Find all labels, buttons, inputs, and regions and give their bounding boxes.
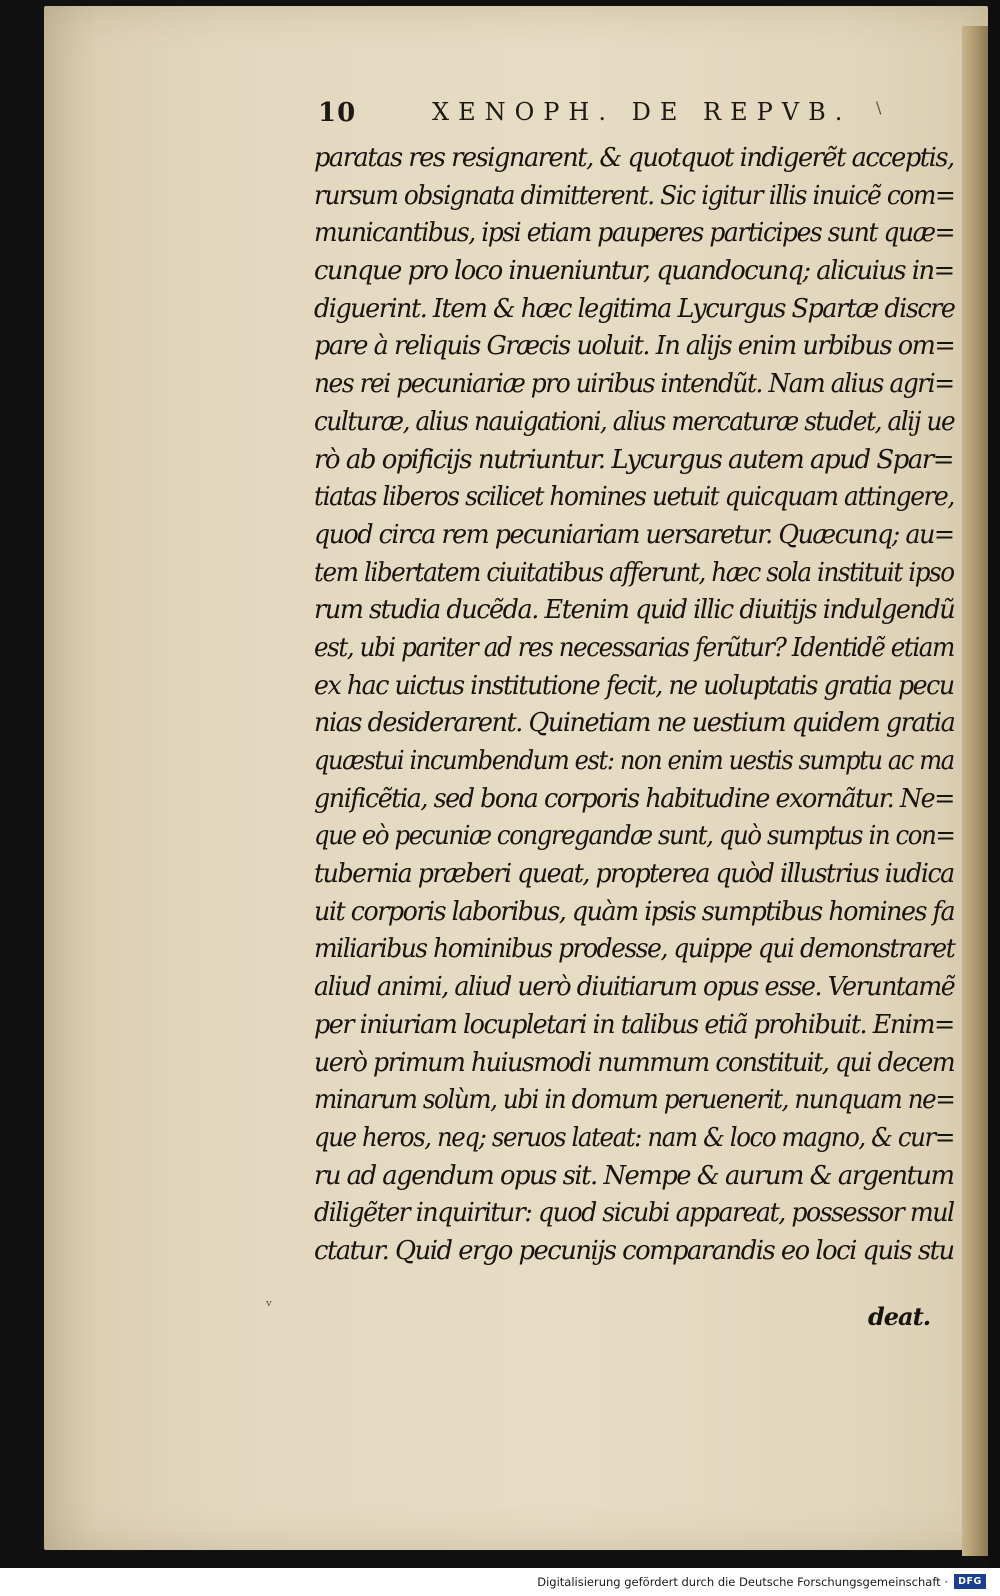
margin-mark: ᵛ xyxy=(266,1296,272,1315)
text-line: est, ubi pariter ad res necessarias ferũtur? Identidẽ etiam xyxy=(314,632,954,663)
text-line: culturæ, alius nauigationi, alius mercaturæ studet, alij ue xyxy=(314,406,955,437)
text-line: ctatur. Quid ergo pecunijs comparandis eo loci quis stu xyxy=(314,1235,954,1266)
text-line: miliaribus hominibus prodesse, quippe qui demonstraret xyxy=(314,934,955,965)
text-line: que eò pecuniæ congregandæ sunt, quò sumptus in con= xyxy=(314,821,955,852)
text-line: rum studia ducẽda. Etenim quid illic diuitijs indulgendũ xyxy=(314,595,955,626)
page-number: 10 xyxy=(318,98,357,128)
text-line: ru ad agendum opus sit. Nempe & aurum & argentum xyxy=(314,1160,954,1191)
text-line: tiatas liberos scilicet homines uetuit quicquam attingere, xyxy=(314,482,954,513)
text-line: tubernia præberi queat, propterea quòd illustrius iudica xyxy=(314,859,954,890)
text-line: paratas res resignarent, & quotquot indigerẽt acceptis, xyxy=(314,143,954,173)
dfg-logo[interactable]: DFG xyxy=(954,1574,986,1589)
margin-mark: \ xyxy=(876,98,882,117)
text-line: quod circa rem pecuniariam uersaretur. Quæcunq; au= xyxy=(314,519,954,550)
text-line: aliud animi, aliud uerò diuitiarum opus esse. Veruntamẽ xyxy=(314,972,955,1003)
text-line: ex hac uictus institutione fecit, ne uoluptatis gratia pecu xyxy=(314,670,954,701)
text-line: minarum solùm, ubi in domum peruenerit, nunquam ne= xyxy=(314,1085,955,1116)
text-line: uerò primum huiusmodi nummum constituit, qui decem xyxy=(314,1047,955,1078)
text-line: tem libertatem ciuitatibus afferunt, hæc sola instituit ipso xyxy=(314,557,954,588)
text-line: cunque pro loco inueniuntur, quandocunq; alicuius in= xyxy=(314,256,954,287)
running-head: XENOPH. DE REPVB. xyxy=(432,98,852,126)
scan-right-border xyxy=(988,0,1000,1568)
text-line: diligẽter inquiritur: quod sicubi appareat, possessor mul xyxy=(314,1198,954,1229)
page-header xyxy=(318,94,918,138)
catchword: deat. xyxy=(868,1302,931,1331)
text-line: nias desiderarent. Quinetiam ne uestium quidem gratia xyxy=(314,708,955,739)
text-line: uit corporis laboribus, quàm ipsis sumptibus homines fa xyxy=(314,896,955,927)
text-line: pare à reliquis Græcis uoluit. In alijs enim urbibus om= xyxy=(314,331,955,362)
footer-bar xyxy=(0,1568,1000,1596)
text-line: per iniuriam locupletari in talibus etiã prohibuit. Enim= xyxy=(314,1009,954,1040)
text-line: gnificẽtia, sed bona corporis habitudine exornãtur. Ne= xyxy=(314,783,954,814)
text-line: diguerint. Item & hæc legitima Lycurgus Spartæ discre xyxy=(314,293,955,324)
text-line: rursum obsignata dimitterent. Sic igitur illis inuicẽ com= xyxy=(314,180,955,211)
text-line: municantibus, ipsi etiam pauperes participes sunt quæ= xyxy=(314,218,955,249)
body-text xyxy=(314,140,954,1271)
page-edge xyxy=(962,26,988,1556)
text-line: quæstui incumbendum est: non enim uestis sumptu ac ma xyxy=(314,746,954,776)
funding-credit: Digitalisierung gefördert durch die Deutsche Forschungsgemeinschaft · xyxy=(537,1575,948,1589)
text-line: nes rei pecuniariæ pro uiribus intendũt. Nam alius agri= xyxy=(314,369,954,400)
text-line: que heros, neq; seruos lateat: nam & loco magno, & cur= xyxy=(314,1122,954,1153)
text-line: rò ab opificijs nutriuntur. Lycurgus autem apud Spar= xyxy=(314,444,954,475)
